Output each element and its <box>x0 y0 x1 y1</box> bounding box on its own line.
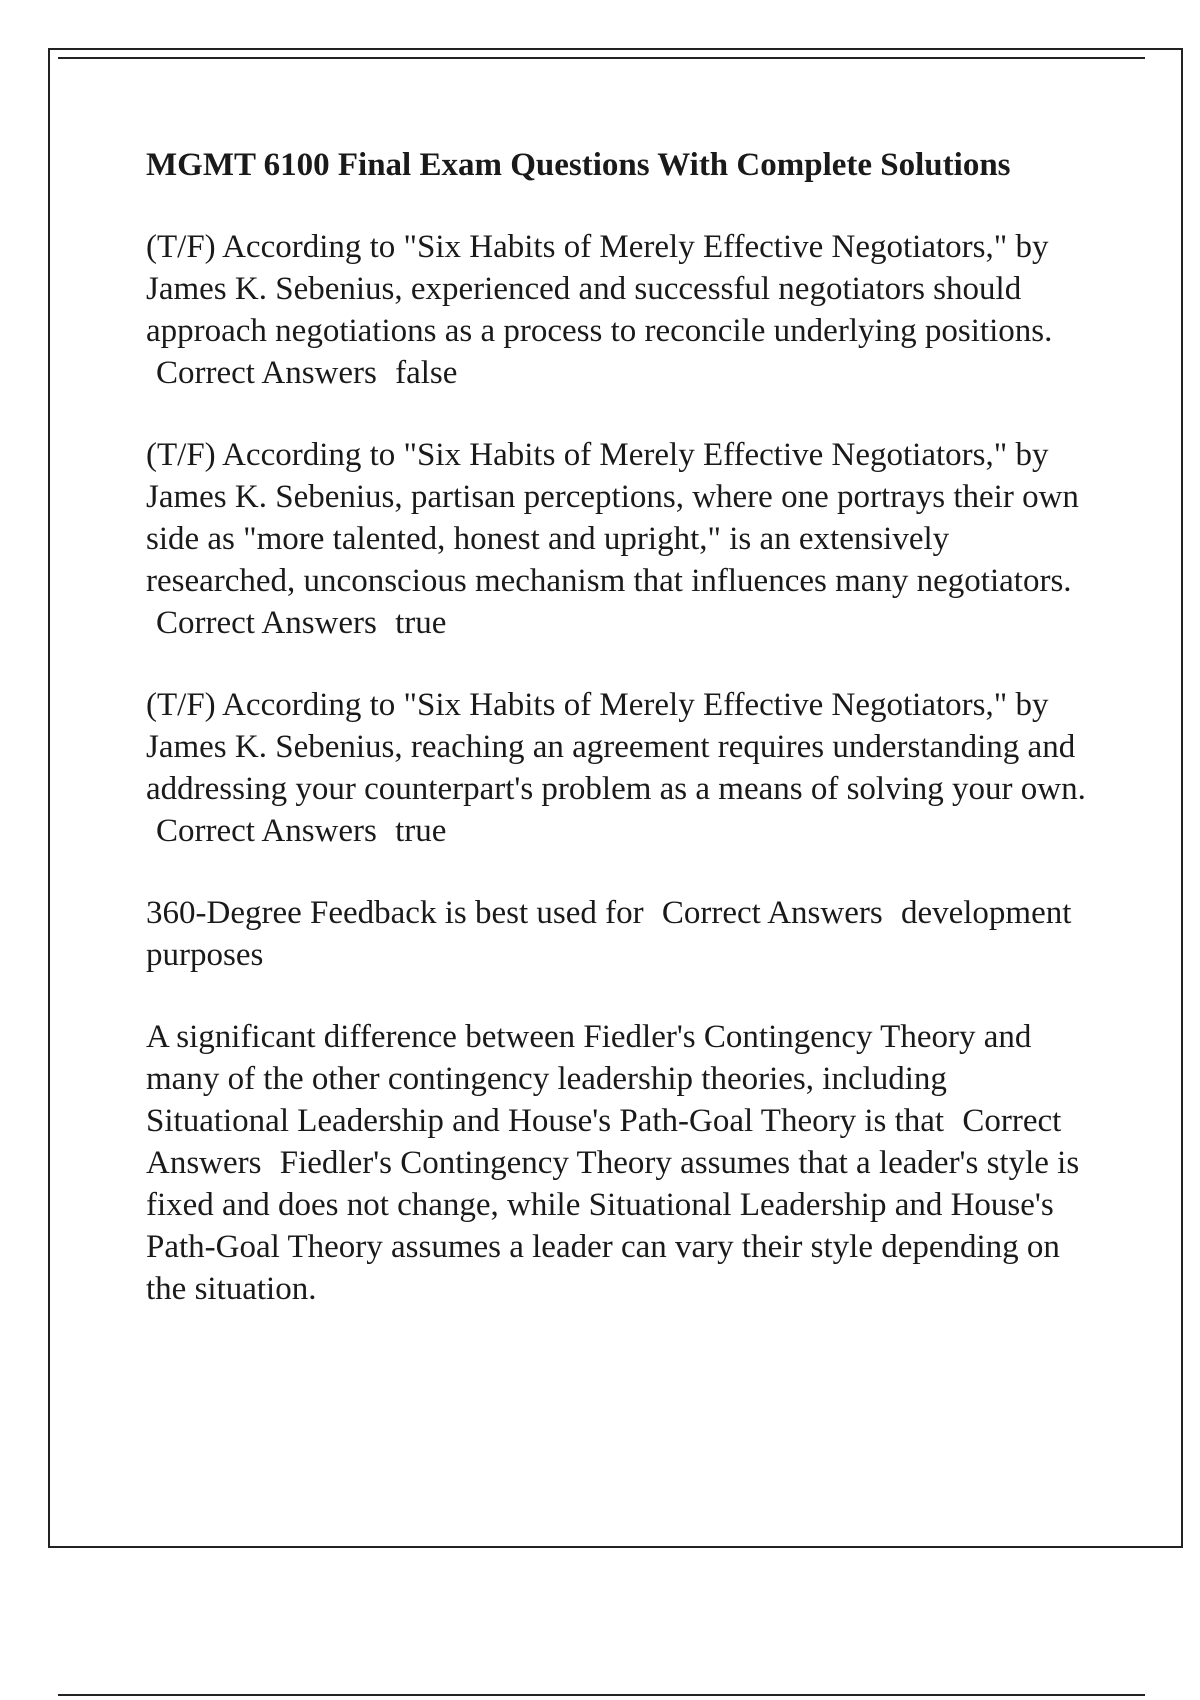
question-text: (T/F) According to "Six Habits of Merely Effective Negotiators," by James K. Sebenius, reaching an agreement requires understanding and addressing your counterpart's problem as a means of solving your own. <box>146 687 1086 807</box>
top-rule <box>58 57 1145 59</box>
qa-item-2 <box>146 434 1096 644</box>
bottom-rule <box>58 1694 1145 1696</box>
document-body <box>146 144 1096 1350</box>
answer-label: Correct Answers <box>156 355 377 391</box>
question-text: (T/F) According to "Six Habits of Merely Effective Negotiators," by James K. Sebenius, partisan perceptions, where one portrays their own side as "more talented, honest and upright," is an extensively researched, unconscious mechanism that influences many negotiators. <box>146 437 1079 599</box>
qa-item-1 <box>146 226 1096 394</box>
qa-item-5 <box>146 1016 1096 1310</box>
answer-label: Correct Answers <box>661 895 883 931</box>
qa-item-4 <box>146 892 1096 976</box>
question-text: A significant difference between Fiedler's Contingency Theory and many of the other contingency leadership theories, including Situational Leadership and House's Path-Goal Theory is that <box>146 1019 1032 1139</box>
document-title: MGMT 6100 Final Exam Questions With Complete Solutions <box>146 147 1011 183</box>
answer-text: Fiedler's Contingency Theory assumes that a leader's style is fixed and does not change, while Situational Leadership and House's Path-Goal Theory assumes a leader can vary their style depending on the situation. <box>146 1145 1080 1307</box>
answer-text: true <box>395 813 447 849</box>
qa-item-3 <box>146 684 1096 852</box>
answer-text: true <box>395 605 447 641</box>
question-text: (T/F) According to "Six Habits of Merely Effective Negotiators," by James K. Sebenius, experienced and successful negotiators should approach negotiations as a process to reconcile underlying positions. <box>146 229 1053 349</box>
answer-text: development purposes <box>146 895 1072 973</box>
answer-text: false <box>395 355 458 391</box>
answer-label: Correct Answers <box>146 1103 1062 1181</box>
answer-label: Correct Answers <box>156 605 377 641</box>
answer-label: Correct Answers <box>156 813 377 849</box>
question-text: 360-Degree Feedback is best used for <box>146 895 644 931</box>
